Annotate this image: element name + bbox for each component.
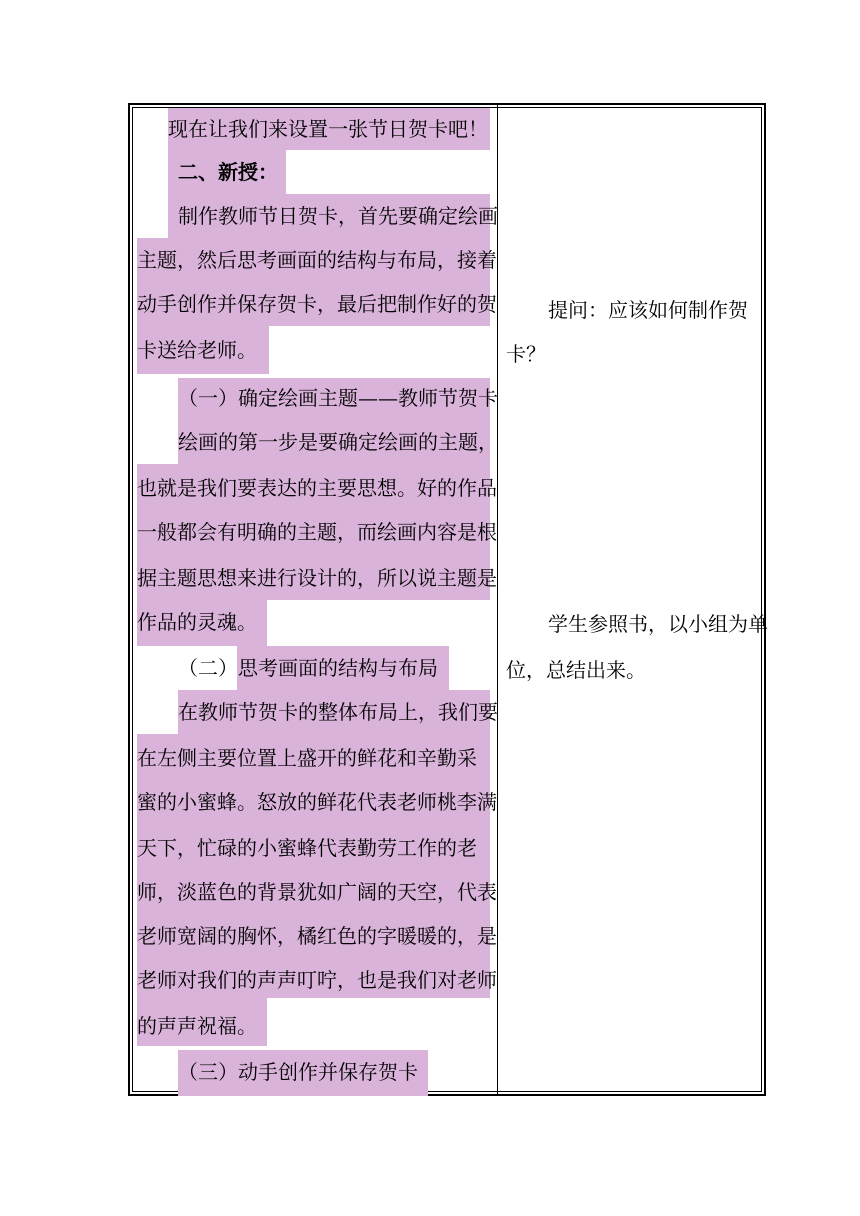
- step1-line: 绘画的第一步是要确定绘画的主题，: [178, 430, 498, 454]
- step2-line: 在教师节贺卡的整体布局上，我们要: [178, 700, 498, 724]
- question-line: 卡？: [506, 342, 546, 366]
- step2-line: 老师对我们的声声叮咛，也是我们对老师: [137, 968, 497, 992]
- step2-line: 的声声祝福。: [137, 1014, 257, 1038]
- step1-line: 一般都会有明确的主题，而绘画内容是根: [137, 520, 497, 544]
- step2-line: 在左侧主要位置上盛开的鲜花和辛勤采: [137, 746, 477, 770]
- step2-line: 老师宽阔的胸怀，橘红色的字暖暖的，是: [137, 924, 497, 948]
- student-activity-line: 学生参照书，以小组为单: [548, 612, 768, 636]
- column-divider: [497, 103, 498, 1096]
- step1-line: 也就是我们要表达的主要思想。好的作品: [137, 476, 497, 500]
- section-heading: 二、新授：: [178, 160, 278, 184]
- overview-line: 制作教师节日贺卡，首先要确定绘画: [178, 204, 498, 228]
- step2-line: 天下，忙碌的小蜜蜂代表勤劳工作的老: [137, 836, 477, 860]
- overview-line: 主题，然后思考画面的结构与布局，接着: [137, 248, 497, 272]
- question-line: 提问：应该如何制作贺: [548, 298, 748, 322]
- step3-title: （三）动手创作并保存贺卡: [178, 1060, 418, 1084]
- step1-line: 作品的灵魂。: [137, 610, 257, 634]
- student-activity-line: 位，总结出来。: [506, 658, 646, 682]
- overview-line: 卡送给老师。: [137, 338, 257, 362]
- step1-title: （一）确定绘画主题——教师节贺卡: [178, 386, 498, 410]
- intro-text: 现在让我们来设置一张节日贺卡吧！: [168, 117, 488, 141]
- step2-line: 蜜的小蜜蜂。怒放的鲜花代表老师桃李满: [137, 790, 497, 814]
- overview-line: 动手创作并保存贺卡，最后把制作好的贺: [137, 292, 497, 316]
- step1-line: 据主题思想来进行设计的，所以说主题是: [137, 566, 497, 590]
- step2-line: 师，淡蓝色的背景犹如广阔的天空，代表: [137, 880, 497, 904]
- highlight-step2: [137, 734, 490, 998]
- step2-title: （二）思考画面的结构与布局: [178, 656, 438, 680]
